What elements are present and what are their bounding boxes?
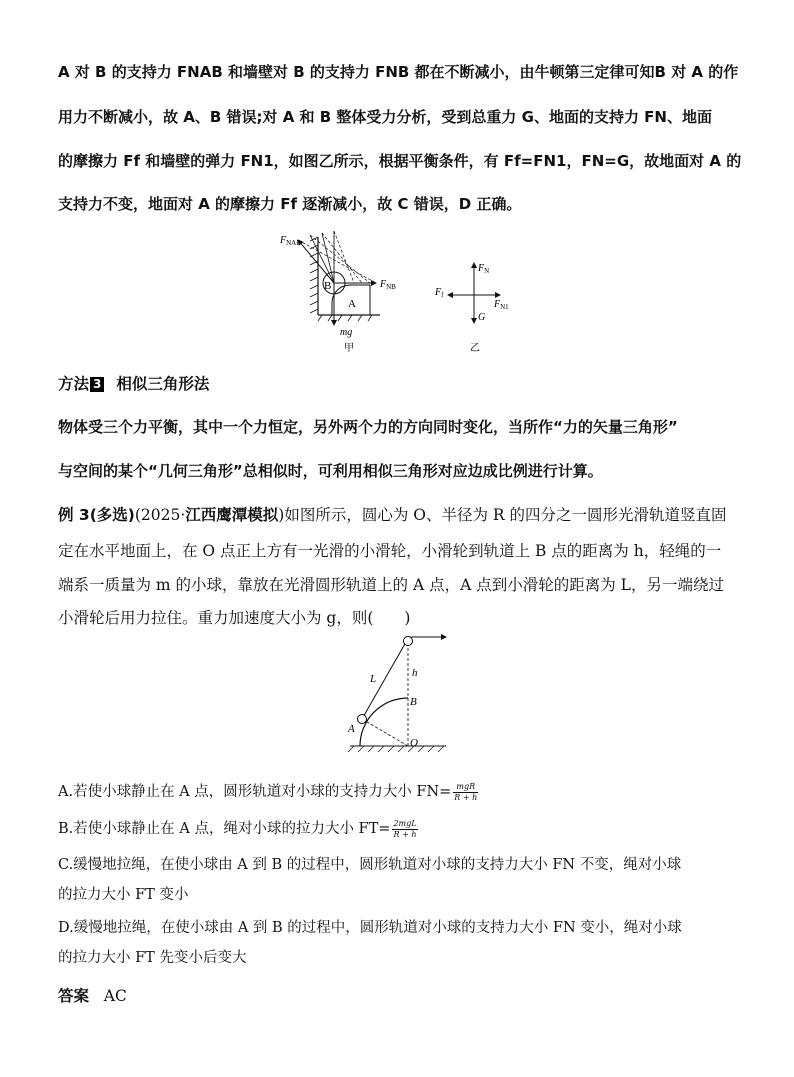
answer-line: [58, 984, 738, 1006]
force-diagram-figure: [270, 225, 530, 355]
example-line: 端系一质量为 m 的小球，靠放在光滑圆形轨道上的 A 点，A 点到小滑轮的距离为 L，另一端绕过: [58, 576, 724, 594]
method-desc-line: 与空间的某个“几何三角形”总相似时，可利用相似三角形对应边成比例进行计算。: [58, 462, 603, 480]
label-a: A: [348, 723, 355, 735]
method-title: 相似三角形法: [116, 375, 210, 393]
label-l: L: [370, 673, 377, 685]
label-mg: mg: [340, 327, 353, 338]
option-c-line: 的拉力大小 FT 变小: [58, 887, 189, 903]
label-fnb: $F_{NB}$: [380, 279, 396, 291]
example-source: 江西鹰潭模拟: [185, 506, 279, 524]
label-b: B: [324, 280, 332, 292]
label-a: A: [348, 298, 356, 310]
paragraph-line: 用力不断减小，故 A、B 错误;对 A 和 B 整体受力分析，受到总重力 G、地面的支持力 FN、地面: [58, 108, 712, 126]
option-b: [58, 817, 738, 840]
fraction-numerator: mgR: [453, 782, 478, 793]
option-b-fraction: [392, 819, 417, 840]
paragraph-line: 支持力不变，地面对 A 的摩擦力 Ff 逐渐减小，故 C 错误，D 正确。: [58, 195, 522, 213]
option-b-text: B.若使小球静止在 A 点，绳对小球的拉力大小 FT=: [58, 821, 391, 837]
quarter-circle-track-figure: [340, 630, 470, 760]
label-ff: $F_f$: [435, 287, 444, 299]
paragraph-line: A 对 B 的支持力 FNAB 和墙壁对 B 的支持力 FNB 都在不断减小，由牛顿第三定律可知B 对 A 的作: [58, 63, 739, 81]
example-line: 定在水平地面上，在 O 点正上方有一光滑的小滑轮，小滑轮到轨道上 B 点的距离为 h，轻绳的一: [58, 542, 722, 560]
label-b: B: [410, 696, 417, 708]
caption-jia: 甲: [344, 343, 354, 354]
example-tag: (多选): [89, 506, 135, 524]
ball: [358, 715, 367, 724]
option-c-line: C.缓慢地拉绳，在使小球由 A 到 B 的过程中，圆形轨道对小球的支持力大小 FN 不变，绳对小球: [58, 857, 682, 873]
option-d-line: D.缓慢地拉绳，在使小球由 A 到 B 的过程中，圆形轨道对小球的支持力大小 FN 变小，绳对小球: [58, 920, 682, 936]
option-a-fraction: [453, 782, 478, 803]
rope: [362, 642, 406, 719]
example-source-pre: (2025·: [134, 506, 186, 524]
example-text: 如图所示，圆心为 O、半径为 R 的四分之一圆形光滑轨道竖直固: [284, 506, 727, 524]
paragraph-line: 的摩擦力 Ff 和墙壁的弹力 FN1，如图乙所示，根据平衡条件，有 Ff=FN1，FN=G，故地面对 A 的: [58, 152, 742, 170]
ground: [318, 315, 380, 321]
label-fnab: $F_{NAB}$: [280, 235, 301, 247]
label-fn: $F_N$: [478, 263, 490, 275]
example-label: 例 3: [58, 506, 90, 524]
label-g: G: [478, 312, 486, 323]
answer-value: AC: [103, 987, 127, 1005]
fraction-denominator: R + h: [454, 792, 478, 802]
fraction-denominator: R + h: [393, 829, 417, 839]
label-o: O: [410, 737, 418, 749]
pulley: [404, 637, 413, 646]
option-d-line: 的拉力大小 FT 先变小后变大: [58, 950, 247, 966]
example-line: 小滑轮后用力拉住。重力加速度大小为 g，则( ): [58, 609, 411, 627]
option-a-text: A.若使小球静止在 A 点，圆形轨道对小球的支持力大小 FN=: [58, 784, 452, 800]
method-heading: [58, 372, 738, 394]
ground-hatch: [348, 746, 446, 752]
fraction-numerator: 2mgL: [393, 818, 417, 828]
method-number-badge: 3: [90, 377, 104, 392]
method-prefix: 方法: [58, 375, 90, 393]
example-line: [58, 503, 738, 525]
method-desc-line: 物体受三个力平衡，其中一个力恒定，另外两个力的方向同时变化，当所作“力的矢量三角形”: [58, 418, 678, 436]
option-a: [58, 780, 738, 803]
label-fn1: $F_{N1}$: [494, 299, 509, 311]
caption-yi: 乙: [470, 343, 480, 354]
answer-label: 答案: [58, 987, 90, 1005]
label-h: h: [412, 667, 418, 679]
example-source-post: ): [278, 506, 285, 524]
